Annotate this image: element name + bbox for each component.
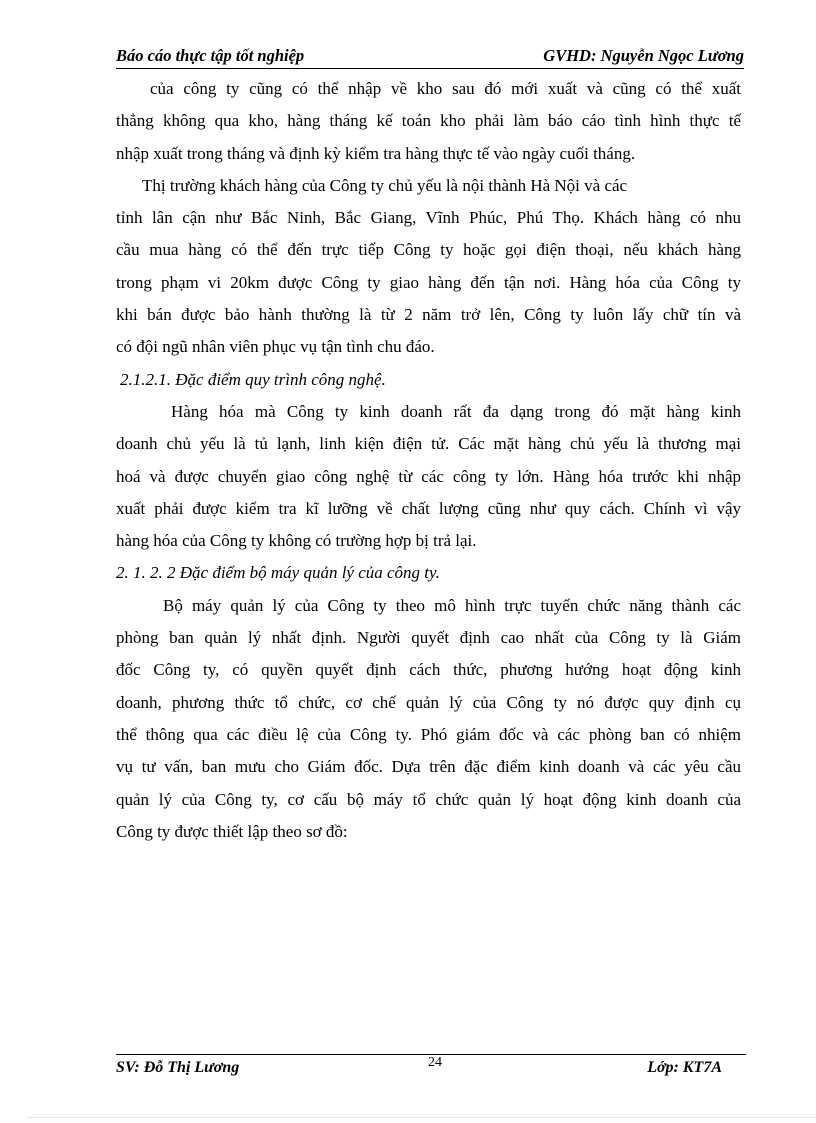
text-line: Hàng hóa mà Công ty kinh doanh rất đa dạng trong đó mặt hàng kinh	[171, 401, 741, 421]
text-line: quản lý của Công ty, cơ cấu bộ máy tổ chức quản lý hoạt động kinh doanh của	[116, 789, 741, 809]
text-line: hoá và được chuyển giao công nghệ từ các công ty lớn. Hàng hóa trước khi nhập	[116, 466, 741, 486]
footer-student: SV: Đỗ Thị Lương	[116, 1059, 240, 1076]
text-line: đốc Công ty, có quyền quyết định cách thức, phương hướng hoạt động kinh	[116, 660, 741, 680]
text-line: vụ tư vấn, ban mưu cho Giám đốc. Dựa trên đặc điểm kinh doanh và các yêu cầu	[116, 757, 741, 777]
page-number: 24	[428, 1055, 442, 1070]
text-line: cầu mua hàng có thể đến trực tiếp Công ty hoặc gọi điện thoại, nếu khách hàng	[116, 240, 741, 260]
body-text	[116, 73, 741, 848]
page-header	[116, 44, 744, 69]
text-line: nhập xuất trong tháng và định kỳ kiểm tra hàng thực tế vào ngày cuối tháng.	[116, 143, 636, 163]
header-supervisor: GVHD: Nguyễn Ngọc Lương	[543, 46, 744, 65]
text-line: thể thông qua các điều lệ của Công ty. Phó giám đốc và các phòng ban có nhiệm	[116, 724, 741, 744]
text-line: xuất phải được kiểm tra kĩ lưỡng về chất lượng cũng như quy cách. Chính vì vậy	[116, 498, 741, 518]
page-bottom-edge	[28, 1117, 816, 1118]
section-heading-2-1-2-2: 2. 1. 2. 2 Đặc điểm bộ máy quản lý của công ty.	[116, 563, 440, 583]
text-line: Công ty được thiết lập theo sơ đồ:	[116, 821, 348, 841]
text-line: trong phạm vi 20km được Công ty giao hàng đến tận nơi. Hàng hóa của Công ty	[116, 272, 741, 292]
text-line: doanh chủ yếu là tủ lạnh, linh kiện điện tử. Các mặt hàng chủ yếu là thương mại	[116, 434, 741, 454]
text-line: của công ty cũng có thể nhập về kho sau đó mới xuất và cũng có thể xuất	[150, 79, 741, 98]
text-line: Thị trường khách hàng của Công ty chủ yếu là nội thành Hà Nội và các	[142, 175, 628, 195]
footer-class: Lớp: KT7A	[647, 1059, 722, 1076]
text-line: hàng hóa của Công ty không có trường hợp bị trả lại.	[116, 531, 477, 551]
text-line: phòng ban quản lý nhất định. Người quyết định cao nhất của Công ty là Giám	[116, 628, 741, 648]
text-line: doanh, phương thức tổ chức, cơ chế quản lý của Công ty nó được quy định cụ	[116, 692, 741, 712]
text-line: tỉnh lân cận như Bắc Ninh, Bắc Giang, Vĩnh Phúc, Phú Thọ. Khách hàng có nhu	[116, 208, 741, 228]
text-line: có đội ngũ nhân viên phục vụ tận tình chu đáo.	[116, 337, 435, 357]
section-heading-2-1-2-1: 2.1.2.1. Đặc điểm quy trình công nghệ.	[120, 369, 386, 389]
page-footer	[116, 1054, 746, 1081]
text-line: thẳng không qua kho, hàng tháng kế toán kho phải làm báo cáo tình hình thực tế	[116, 111, 741, 131]
header-report-title: Báo cáo thực tập tốt nghiệp	[116, 46, 305, 65]
text-line: khi bán được bảo hành thường là từ 2 năm trở lên, Công ty luôn lấy chữ tín và	[116, 305, 741, 325]
text-line: Bộ máy quản lý của Công ty theo mô hình trực tuyến chức năng thành các	[163, 595, 741, 615]
